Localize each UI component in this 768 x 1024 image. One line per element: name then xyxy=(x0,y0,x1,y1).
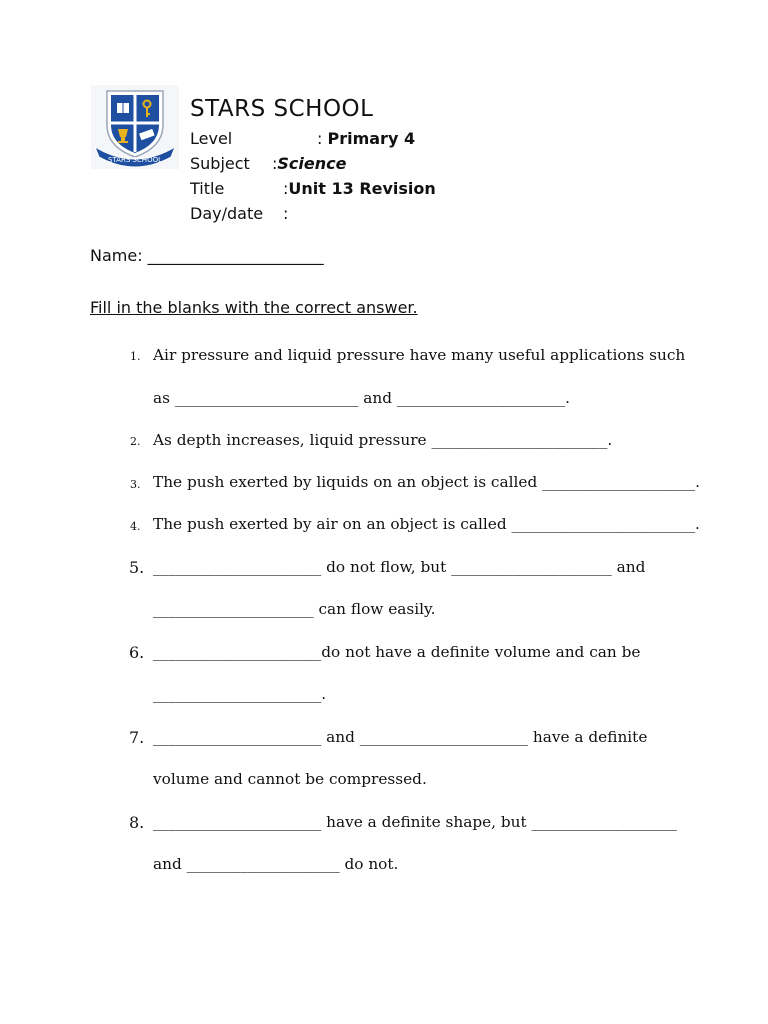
name-field[interactable]: Name: ______________________ xyxy=(90,246,324,265)
school-name: STARS SCHOOL xyxy=(190,96,374,122)
question-7-line-1: ______________________ and ______________________ have a definite xyxy=(153,728,648,746)
title-label: Title xyxy=(190,179,225,198)
subject-label: Subject xyxy=(190,154,250,173)
level-value: Primary 4 xyxy=(327,129,416,148)
question-6-line-2: ______________________. xyxy=(153,685,327,703)
level-row xyxy=(190,129,415,148)
question-6-line-1: ______________________do not have a definite volume and can be xyxy=(153,643,641,661)
question-5-line-2: _____________________ can flow easily. xyxy=(153,600,436,618)
question-8-line-2: and ____________________ do not. xyxy=(153,855,399,873)
question-1-line-2: as ________________________ and ______________________. xyxy=(153,389,571,407)
question-7-line-2: volume and cannot be compressed. xyxy=(153,770,427,788)
question-8-line-1: ______________________ have a definite shape, but ___________________ xyxy=(153,813,677,831)
level-label: Level xyxy=(190,129,233,148)
question-3-number: 3. xyxy=(130,478,141,491)
question-8-number: 8. xyxy=(129,813,145,832)
logo-ribbon-text: STARS SCHOOL xyxy=(107,156,163,164)
title-row xyxy=(190,179,436,198)
date-separator: : xyxy=(283,204,289,223)
question-2-line-1: As depth increases, liquid pressure _______________________. xyxy=(153,431,613,449)
level-separator: : xyxy=(317,129,323,148)
question-1-line-1: Air pressure and liquid pressure have many useful applications such xyxy=(153,346,686,364)
question-5-line-1: ______________________ do not flow, but _____________________ and xyxy=(153,558,646,576)
question-5-number: 5. xyxy=(129,558,145,577)
date-row xyxy=(190,204,288,223)
question-3-line-1: The push exerted by liquids on an object is called ____________________. xyxy=(153,473,700,491)
instruction: Fill in the blanks with the correct answer. xyxy=(90,298,418,317)
question-7-number: 7. xyxy=(129,728,145,747)
question-4-line-1: The push exerted by air on an object is called ________________________. xyxy=(153,515,700,533)
subject-separator: : xyxy=(272,154,278,173)
school-logo xyxy=(91,85,179,169)
date-label: Day/date xyxy=(190,204,264,223)
question-4-number: 4. xyxy=(130,520,141,533)
title-separator: : xyxy=(283,179,289,198)
title-value: Unit 13 Revision xyxy=(288,179,436,198)
question-6-number: 6. xyxy=(129,643,145,662)
question-2-number: 2. xyxy=(130,435,141,448)
question-1-number: 1. xyxy=(130,350,141,363)
subject-value: Science xyxy=(277,154,347,173)
subject-row xyxy=(190,154,346,173)
